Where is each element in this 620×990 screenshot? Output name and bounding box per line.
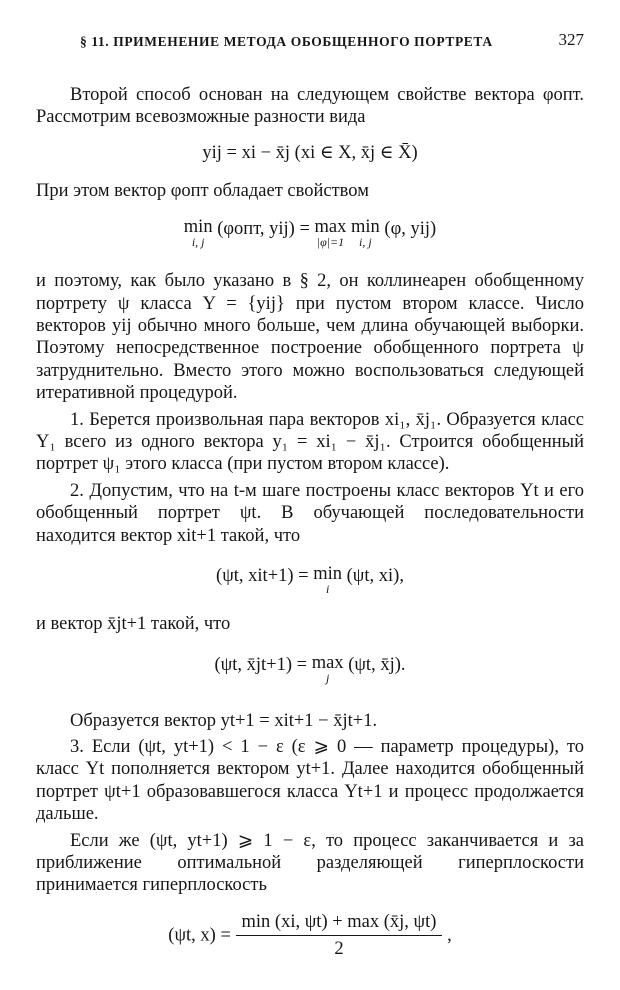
paragraph-6: Если же (ψt, yt+1) ⩾ 1 − ε, то процесс заканчивается и за приближение оптимальной разделяющей гиперплоскости принимается гиперплоскость [36, 830, 584, 896]
max-operator-j: max j [311, 652, 344, 685]
fraction [236, 911, 443, 960]
formula-min-step: (ψt, xit+1) = min i (ψt, xi), [216, 564, 404, 597]
formula-property: min i, j (φопт, yij) = max |φ|=1 min i, j (φ, yij) [183, 217, 437, 250]
formula-hyperplane: (ψt, x) = $\frac{\min (xi, \psi t) + \max (x̄j, \psi t)}{2}$ , [168, 911, 452, 959]
paragraph-5: Образуется вектор yt+1 = xit+1 − x̄jt+1. [70, 710, 378, 731]
step-2: 2. Допустим, что на t-м шаге построены класс векторов Yt и его обобщенный портрет ψt. В обучающей последовательности находится вектор xit+1 такой, что [36, 480, 584, 546]
fraction-denominator: 2 [334, 938, 344, 959]
min-operator-ij: min i, j [183, 217, 213, 250]
paragraph-3: и поэтому, как было указано в § 2, он коллинеарен обобщенному портрету ψ класса Y = {yij} при пустом втором классе. Число векторов yij обычно много больше, чем длина обучающей выборки. Поэтому непосредственное построение обобщенного портрета ψ затруднительно. Вместо этого можно воспользоваться следующей итеративной процедурой. [36, 271, 584, 404]
paragraph-2: При этом вектор φопт обладает свойством [36, 180, 369, 201]
book-page [36, 28, 584, 960]
step-3: 3. Если (ψt, yt+1) < 1 − ε (ε ⩾ 0 — параметр процедуры), то класс Yt пополняется вектором yt+1. Далее находится обобщенный портрет ψt+1 образовавшегося класса Yt+1 и процесс продолжается дальше. [36, 736, 584, 825]
formula-max-step: (ψt, x̄jt+1) = max j (ψt, x̄j). [214, 652, 406, 685]
paragraph-4: и вектор x̄jt+1 такой, что [36, 614, 231, 635]
page-number: 327 [558, 30, 584, 49]
section-title: § 11. ПРИМЕНЕНИЕ МЕТОДА ОБОБЩЕННОГО ПОРТРЕТА [80, 34, 493, 49]
fraction-numerator: min (xi, ψt) + max (x̄j, ψt) [236, 911, 443, 936]
min-operator-i: min i [313, 564, 343, 597]
min-operator-ij-rhs: min i, j [351, 217, 380, 250]
paragraph-1: Второй способ основан на следующем свойстве вектора φопт. Рассмотрим всевозможные разности вида [36, 85, 584, 128]
formula-differences: yij = xi − x̄j (xi ∈ X, x̄j ∈ X̄) [202, 142, 418, 163]
running-header [36, 28, 584, 54]
step-1: 1. Берется произвольная пара векторов xi₁, x̄j₁. Образуется класс Y₁ всего из одного вектора y₁ = xi₁ − x̄j₁. Строится обобщенный портрет ψ₁ этого класса (при пустом втором классе). [36, 409, 584, 475]
max-operator-norm: max |φ|=1 [314, 217, 347, 250]
